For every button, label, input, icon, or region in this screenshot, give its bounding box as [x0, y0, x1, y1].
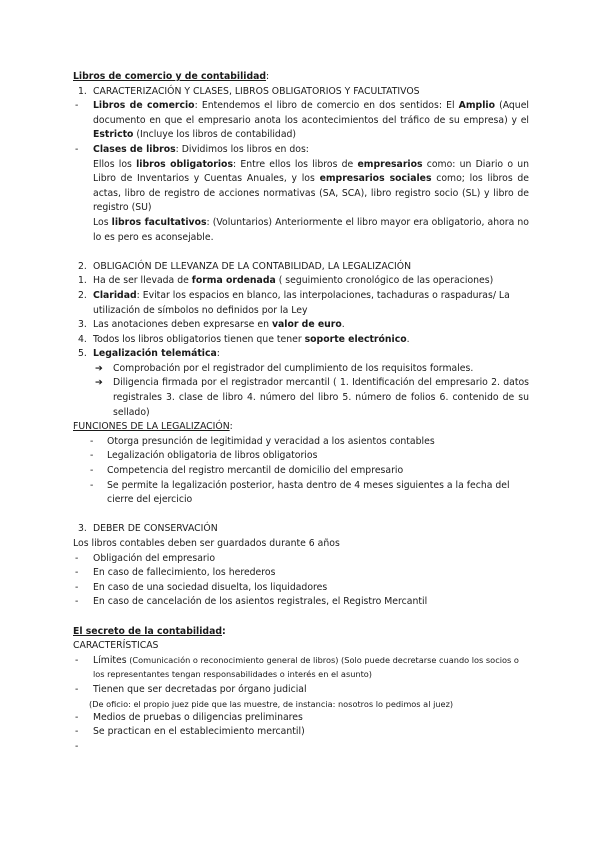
- arrow-icon: ➔: [95, 377, 103, 389]
- list-item-establecimiento: - Se practican en el establecimiento mercantil): [75, 726, 305, 738]
- list-item: - Competencia del registro mercantil de domicilio del empresario: [90, 465, 404, 477]
- list-item: - En caso de fallecimiento, los herederos: [75, 567, 276, 579]
- list-item: - Se permite la legalización posterior, hasta dentro de 4 meses siguientes a la fecha del cierre del ejercicio: [90, 479, 510, 506]
- heading-2: 2. OBLIGACIÓN DE LLEVANZA DE LA CONTABILIDAD, LA LEGALIZACIÓN: [78, 260, 412, 272]
- caracteristicas-label: CARACTERÍSTICAS: [73, 640, 159, 652]
- note-de-oficio: (De oficio: el propio juez pide que las muestre, de instancia: nosotros lo pedimos al juez): [89, 698, 454, 709]
- list-item-limites: - Límites (Comunicación o reconocimiento general de libros) (Solo puede decretarse cuando los socios o los representantes tengan responsabilidades o interés en el asunto): [75, 654, 519, 680]
- list-item-5: 5. Legalización telemática:: [78, 348, 220, 360]
- bullet-clases-libros: - Clases de libros: Dividimos los libros en dos:: [75, 143, 309, 155]
- arrow-icon: ➔: [95, 362, 103, 374]
- list-item-organo-judicial: - Tienen que ser decretadas por órgano judicial: [75, 683, 307, 695]
- document-page: Libros de comercio y de contabilidad: 1. CARACTERIZACIÓN Y CLASES, LIBROS OBLIGATORIOS Y FACULTATIVOS - Libros de comercio: Entendemos el libro de comercio en dos sentidos: El Amplio (Aquel documento en que el empresario anota los acontecimientos del tráfico de su empresa) y el Estricto (Incluye los libros de contabilidad) - Clases de libros: Dividimos los libros en dos: Ellos los libros obligatorios: Entre ellos los libros de empresarios como: un Diario o un Libro de Inventarios y Cuentas Anuales, y los empresarios sociales como; los libros de actas, libro de registro de acciones normativas (SA, SCA), libro registro socio (SL) y libro de registro (SU) Los libros facultativos: (Voluntarios) Anteriormente el libro mayor era obligatorio, ahora no lo es pero es aconsejable. 2. OBLIGACIÓN DE LLEVANZA DE LA CONTABILIDAD, LA LEGALIZACIÓN 1. Ha de ser llevada de forma ordenada ( seguimiento cronológico de las operaciones) 2. Claridad: Evitar los espacios en blanco, las interpolaciones, tachaduras o raspaduras/ La utilización de símbolos no definidos por la Ley 3. Las anotaciones deben expresarse en valor de euro. 4. Todos los libros obligatorios tienen que tener soporte electrónico. 5. Legalización telemática: ➔ Comprobación por el registrador del cumplimiento de los requisitos formales. ➔ Diligencia firmada por el registrador mercantil ( 1. Identificación del empresario 2. datos registrales 3. clase de libro 4. número del libro 5. número de folios 6. contenido de su sellado) FUNCIONES DE LA LEGALIZACIÓN: - Otorga presunción de legitimidad y veracidad a los asientos contables - Legalización obligatoria de libros obligatorios - Competencia del registro mercantil de domicilio del empresario - Se permite la legalización posterior, hasta dentro de 4 meses siguientes a la fecha del cierre del ejercicio 3. DEBER DE CONSERVACIÓN Los libros contables deben ser guardados durante 6 años - Obligación del empresario - En caso de fallecimiento, los herederos - En caso de una sociedad disuelta, los liquidadores - En caso de cancelación de los asientos registrales, el Registro Mercantil El secreto de la contabilidad: CARACTERÍSTICAS - Límites (Comunicación o reconocimiento general de libros) (Solo puede decretarse cuando los socios o los representantes tengan responsabilidades o interés en el asunto) - Tienen que ser decretadas por órgano judicial (De oficio: el propio juez pide que las muestre, de instancia: nosotros lo pedimos al juez) - Medios de pruebas o diligencias preliminares - Se practican en el establecimiento mercantil) -: [73, 71, 529, 752]
- heading-3: 3. DEBER DE CONSERVACIÓN: [78, 523, 218, 535]
- secreto-title: El secreto de la contabilidad:: [73, 625, 226, 637]
- bullet-libros-comercio: - Libros de comercio: Entendemos el libro de comercio en dos sentidos: El Amplio (Aquel documento en que el empresario anota los acontecimientos del tráfico de su empresa) y el Estricto (Incluye los libros de contabilidad): [75, 100, 529, 141]
- list-item-medios: - Medios de pruebas o diligencias preliminares: [75, 711, 303, 723]
- funciones-title: FUNCIONES DE LA LEGALIZACIÓN:: [73, 421, 233, 433]
- paragraph-libros-obligatorios: Ellos los libros obligatorios: Entre ellos los libros de empresarios como: un Diario o un Libro de Inventarios y Cuentas Anuales, y los empresarios sociales como; los libros de actas, libro de registro de acciones normativas (SA, SCA), libro registro socio (SL) y libro de registro (SU): [93, 158, 529, 214]
- arrow-item-comprobacion: ➔ Comprobación por el registrador del cumplimiento de los requisitos formales.: [73, 362, 529, 377]
- heading-1: 1. CARACTERIZACIÓN Y CLASES, LIBROS OBLIGATORIOS Y FACULTATIVOS: [78, 85, 420, 97]
- list-item: - Legalización obligatoria de libros obligatorios: [90, 450, 318, 462]
- list-item: - Otorga presunción de legitimidad y veracidad a los asientos contables: [90, 435, 435, 447]
- conservacion-intro: Los libros contables deben ser guardados durante 6 años: [73, 538, 340, 549]
- paragraph-libros-facultativos: Los libros facultativos: (Voluntarios) Anteriormente el libro mayor era obligatorio, ahora no lo es pero es aconsejable.: [93, 216, 529, 243]
- list-item-3: 3. Las anotaciones deben expresarse en valor de euro.: [78, 319, 345, 331]
- list-item-4: 4. Todos los libros obligatorios tienen que tener soporte electrónico.: [78, 333, 410, 345]
- list-item-2: 2. Claridad: Evitar los espacios en blanco, las interpolaciones, tachaduras o raspaduras/ La utilización de símbolos no definidos por la Ley: [78, 289, 510, 316]
- list-item-1: 1. Ha de ser llevada de forma ordenada ( seguimiento cronológico de las operaciones): [78, 275, 494, 287]
- list-item: - En caso de una sociedad disuelta, los liquidadores: [75, 581, 328, 593]
- arrow-item-diligencia: ➔ Diligencia firmada por el registrador mercantil ( 1. Identificación del empresario 2. datos registrales 3. clase de libro 4. número del libro 5. número de folios 6. contenido de su sellado): [95, 377, 529, 418]
- section-title-libros: Libros de comercio y de contabilidad:: [73, 71, 270, 82]
- list-item: - Obligación del empresario: [75, 552, 216, 564]
- list-item: - En caso de cancelación de los asientos registrales, el Registro Mercantil: [75, 596, 428, 608]
